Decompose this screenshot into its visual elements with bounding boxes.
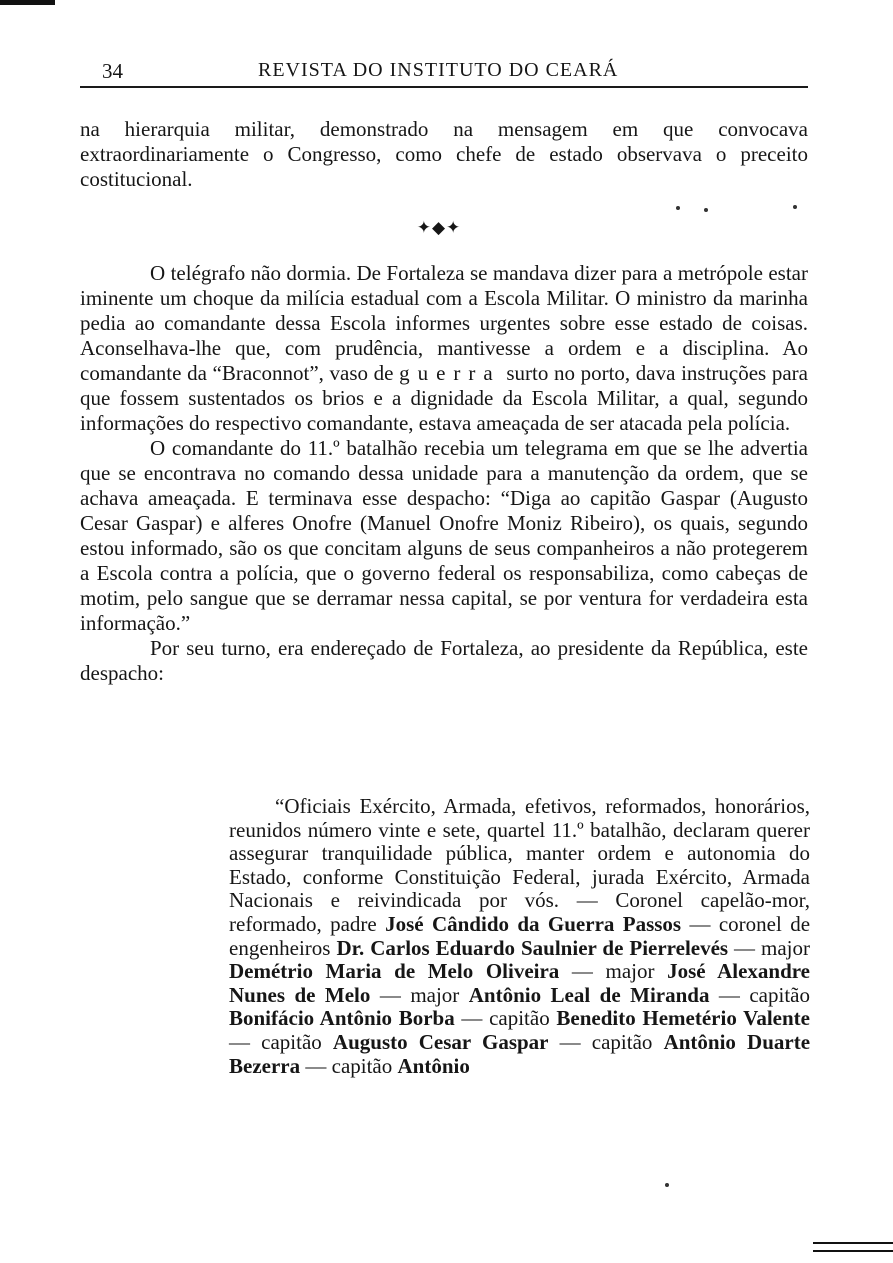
page-number: 34	[102, 59, 123, 83]
signatory-name: Dr. Carlos Eduardo Saulnier de Pierrelevés	[336, 935, 729, 960]
signatory-title: major	[410, 982, 460, 1007]
signatory-title: capitão	[489, 1006, 550, 1031]
running-title: REVISTA DO INSTITUTO DO CEARÁ	[258, 59, 619, 81]
quote-paragraph: “Oficiais Exército, Armada, efetivos, reformados, honorários, reunidos número vinte e sete, quartel 11.º batalhão, declaram querer assegurar tranquilidade pública, manter ordem e autonomia do Estado, conforme Constituição Federal, jurada Exército, Armada Nacionais e reivindicada por vós. — Coronel capelão-mor, reformado, padre José Cândido da Guerra Passos — coronel de engenheiros Dr. Carlos Eduardo Saulnier de Pierrelevés — major Demétrio Maria de Melo Oliveira — major José Alexandre Nunes de Melo — major Antônio Leal de Miranda — capitão Bonifácio Antônio Borba — capitão Benedito Hemetério Valente — capitão Augusto Cesar Gaspar — capitão Antônio Duarte Bezerra — capitão Antônio	[229, 794, 811, 1078]
signatory-title: capitão	[591, 1029, 653, 1054]
scan-speck	[665, 1183, 669, 1187]
paragraph: na hierarquia militar, demonstrado na mensagem em que convocava extraordinariamente o Congresso, como chefe de estado observava o preceito costitucional.	[80, 117, 808, 191]
signatory-name: Antônio Duarte Bezerra	[229, 1029, 811, 1078]
signatory-name: Augusto Cesar Gaspar	[332, 1029, 549, 1054]
paragraph-text: O telégrafo não dormia. De Fortaleza se mandava dizer para a metrópole estar iminente um choque da milícia estadual com a Escola Militar. O ministro da marinha pedia ao comandante dessa Escola informes urgentes sobre esse estado de coisas. Aconselhava-lhe que, com prudência, mantivesse a ordem e a disciplina. Ao comandante da “Braconnot”, vaso de	[80, 261, 808, 385]
signatory-title: coronel de engenheiros	[229, 911, 811, 960]
signatory-name: Demétrio Maria de Melo Oliveira	[229, 959, 560, 984]
signatory-name: Antônio Leal de Miranda	[468, 982, 710, 1007]
spaced-word: guerra	[399, 361, 501, 385]
article-body	[80, 117, 808, 686]
scan-edge-mark-top	[0, 0, 55, 5]
signatory-title: major	[605, 959, 655, 984]
scan-edge-mark-bottom	[813, 1242, 893, 1252]
signatory-name: José Cândido da Guerra Passos	[385, 911, 682, 936]
page-header	[80, 56, 808, 88]
signatory-title: Coronel capelão-mor, reformado, padre	[229, 888, 810, 936]
signatory-title: capitão	[331, 1053, 393, 1078]
paragraph: O comandante do 11.º batalhão recebia um telegrama em que se lhe advertia que se encontrava no comando dessa unidade para a manutenção da ordem, que se achava ameaçada. E terminava esse despacho: “Diga ao capitão Gaspar (Augusto Cesar Gaspar) e alferes Onofre (Manuel Onofre Moniz Ribeiro), os quais, segundo estou informado, são os que concitam alguns de seus companheiros a não protegerem a Escola contra a polícia, que o governo federal os responsabiliza, como cabeças de motim, pelo sangue que se derramar nessa capital, se por ventura for verdadeira esta informação.”	[80, 436, 808, 635]
section-break-ornament: ✦◆✦	[416, 218, 462, 237]
signatory-title: capitão	[261, 1029, 322, 1054]
signatory-title: capitão	[749, 982, 810, 1007]
signatory-title: major	[761, 935, 810, 960]
telegram-quote	[229, 795, 810, 1078]
paragraph-text: surto no porto, dava instruções para que fossem sustentados os brios e a dignidade da Escola Militar, a qual, segundo informações do respectivo comandante, estava ameaçada de ser atacada pela polícia.	[80, 361, 808, 435]
paragraph: Por seu turno, era endereçado de Fortaleza, ao presidente da República, este despacho:	[80, 636, 808, 685]
quote-intro: “Oficiais Exército, Armada, efetivos, reformados, honorários, reunidos número vinte e sete, quartel 11.º batalhão, declaram querer assegurar tranquilidade pública, manter ordem e autonomia do Estado, conforme Constituição Federal, jurada Exército, Armada Nacionais e reivindicada por vós. —	[229, 794, 810, 913]
paragraph	[80, 261, 808, 436]
signatory-name: José Alexandre Nunes de Melo	[229, 959, 811, 1007]
signatory-name: Antônio	[397, 1053, 470, 1078]
signatory-name: Benedito Hemetério Valente	[556, 1006, 810, 1031]
signatory-name: Bonifácio Antônio Borba	[229, 1006, 455, 1031]
